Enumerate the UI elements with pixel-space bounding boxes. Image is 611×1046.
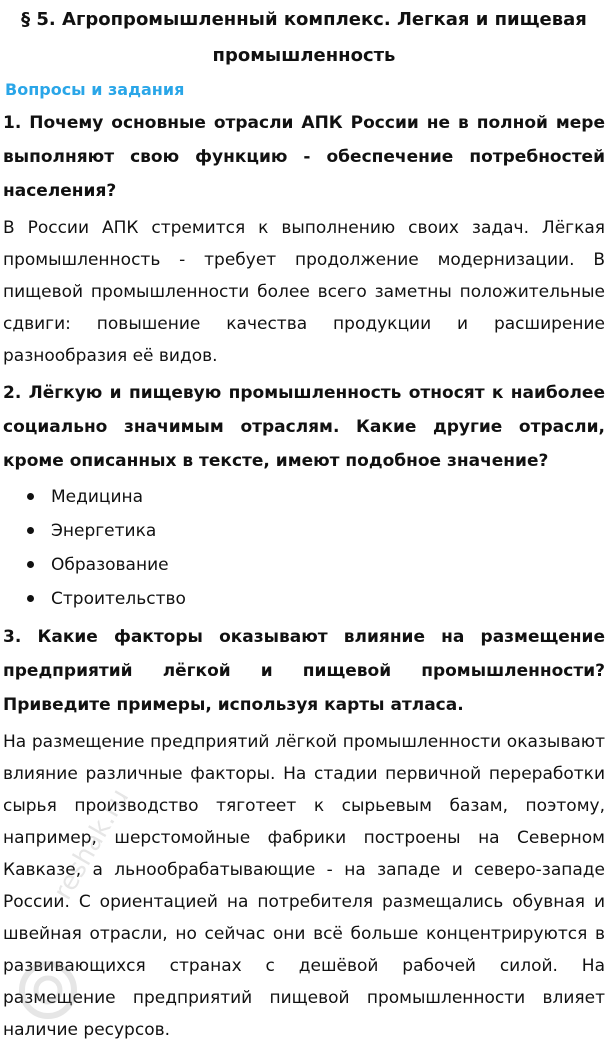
page-title: § 5. Агропромышленный комплекс. Легкая и пищевая промышленность <box>21 9 587 66</box>
list-item: Строительство <box>3 582 605 616</box>
answer-3: На размещение предприятий лёгкой промышленности оказывают влияние различные факторы. На стадии первичной переработки сырья производство тяготеет к сырьевым базам, поэтому, например, шерстомойные фабрики построены на Северном Кавказе, а льнообрабатывающие - на западе и северо-западе России. С ориентацией на потребителя размещались обувная и швейная отрасли, но сейчас они всё больше концентрируются в развивающихся странах с дешёвой рабочей силой. На размещение предприятий пищевой промышленности влияет наличие ресурсов. <box>3 732 605 1040</box>
answer-1: В России АПК стремится к выполнению своих задач. Лёгкая промышленность - требует продолжение модернизации. В пищевой промышленности более всего заметны положительные сдвиги: повышение качества продукции и расширение разнообразия её видов. <box>3 218 605 366</box>
answer-2-list <box>3 480 605 616</box>
question-3: 3. Какие факторы оказывают влияние на размещение предприятий лёгкой и пищевой промышленности? Приведите примеры, используя карты атласа. <box>3 627 605 715</box>
question-2: 2. Лёгкую и пищевую промышленность относят к наиболее социально значимым отраслям. Какие другие отрасли, кроме описанных в тексте, имеют подобное значение? <box>3 383 605 471</box>
list-item: Образование <box>3 548 605 582</box>
list-item: Энергетика <box>3 514 605 548</box>
watermark-text: reshak.ru <box>48 783 136 905</box>
section-label: Вопросы и задания <box>5 80 185 99</box>
list-item: Медицина <box>3 480 605 514</box>
question-1: 1. Почему основные отрасли АПК России не в полной мере выполняют свою функцию - обеспечение потребностей населения? <box>3 113 605 201</box>
